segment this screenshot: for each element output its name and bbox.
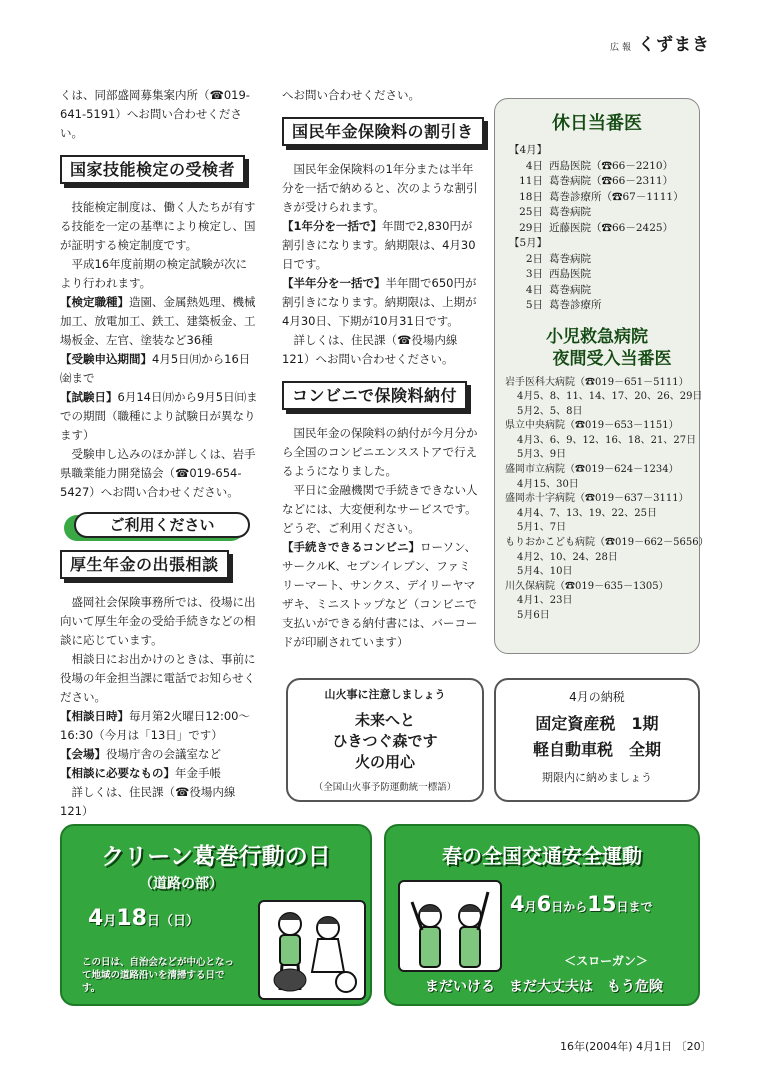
- duty-row: [509, 283, 699, 299]
- kyujitsu-list: [509, 143, 699, 314]
- clean-subtitle: （道路の部）: [139, 876, 223, 892]
- footer-page: 〔20〕: [675, 1040, 712, 1053]
- traffic-panel: [384, 824, 700, 1006]
- kentei-p2: 平成16年度前期の検定試験が次により行われます。: [60, 257, 248, 290]
- kousei-item-1: 【相談日時】毎月第2火曜日12:00〜16:30（今月は「13日」です）: [60, 709, 250, 742]
- fire-line-3: 火の用心: [354, 753, 415, 771]
- hospital-dates: 5月1、7日: [517, 522, 567, 534]
- kousei-item-2: 【会場】役場庁舎の会議室など: [60, 747, 221, 761]
- hospital-name: 川久保病院（☎019－635－1305）: [505, 580, 669, 592]
- clean-date: 4月18日（日）: [88, 906, 199, 931]
- goriyou-label: ご利用ください: [74, 512, 250, 538]
- kyujitsu-may-label: 【5月】: [509, 237, 548, 249]
- conbini-item-1: 【手続きできるコンビニ】ローソン、サークルK、セブンイレブン、ファミリーマート、サンクス、デイリーヤマザキ、ミニストップなど（コンビニで支払いができる納付書には、バーコードが印刷されています）: [282, 540, 478, 649]
- masthead: [610, 30, 710, 55]
- hospital-dates: 4月15、30日: [517, 478, 579, 490]
- hospital-name: 県立中央病院（☎019－653－1151）: [505, 420, 679, 432]
- masthead-title: くずまき: [638, 35, 711, 55]
- duty-row: [509, 252, 699, 268]
- fire-footer: （全国山火事予防運動統一標語）: [313, 782, 457, 793]
- kentei-p3: 受験申し込みのほか詳しくは、岩手県職業能力開発協会（☎019-654-5427）へお問い合わせください。: [60, 447, 256, 499]
- kyujitsu-title: 休日当番医: [552, 113, 642, 134]
- duty-day: 4日: [525, 283, 543, 296]
- left-intro: くは、同部盛岡募集案内所（☎019-641-5191）へお問い合わせください。: [60, 88, 250, 140]
- hospital-dates: 4月3、6、9、12、16、18、21、27日: [517, 434, 697, 446]
- tax-box: [494, 678, 700, 802]
- hospital-name: もりおかこども病院（☎019－662－5656）: [505, 537, 709, 549]
- kentei-heading: 国家技能検定の受検者: [60, 155, 245, 184]
- duty-clinic: 葛巻診療所（☎67－1111）: [549, 190, 684, 203]
- hospital-dates: 4月4、7、13、19、22、25日: [517, 507, 657, 519]
- duty-day: 5日: [525, 299, 543, 311]
- page-footer: [560, 1038, 712, 1054]
- duty-clinic: 葛巻病院: [549, 252, 591, 265]
- kentei-p1: 技能検定制度は、働く人たちが有する技能を一定の基準により検定し、国が証明する検定制度です。: [60, 200, 256, 252]
- clean-illustration: [258, 900, 366, 1000]
- kentei-item-1: 【検定職種】造園、金属熱処理、機械加工、放電加工、鉄工、建築板金、工場板金、左官、塗装など36種: [60, 295, 256, 347]
- masthead-small: 広報: [610, 43, 635, 53]
- mid-intro: へお問い合わせください。: [282, 88, 420, 102]
- duty-row: [509, 159, 699, 175]
- left-column: [60, 86, 258, 821]
- duty-clinic: 葛巻病院: [549, 206, 591, 218]
- kyujitsu-april-label: 【4月】: [509, 144, 548, 156]
- hospital-name: 岩手医科大病院（☎019－651－5111）: [505, 376, 689, 388]
- waribiki-item-1: 【1年分を一括で】年間で2,830円が割引きになります。納期限は、4月30日です。: [282, 219, 476, 271]
- duty-clinic: 西島医院: [549, 268, 591, 280]
- duty-day: 4日: [525, 159, 543, 172]
- duty-row: [509, 267, 699, 283]
- waribiki-item-2: 【半年分を一括で】半年間で650円が割引きになります。納期限は、上期が4月30日、下期が10月31日です。: [282, 276, 477, 328]
- waribiki-heading: 国民年金保険料の割引き: [282, 117, 484, 146]
- traffic-slogan: まだいける まだ大丈夫は もう危険: [425, 979, 663, 995]
- goriyou-banner: [60, 512, 258, 544]
- tax-line-2: 軽自動車税 全期: [532, 740, 661, 759]
- duty-row: [509, 221, 699, 237]
- hospital-name: 盛岡市立病院（☎019－624－1234）: [505, 464, 679, 476]
- duty-row: [509, 174, 699, 190]
- kentei-item-3: 【試験日】6月14日㈪から9月5日㈰までの期間（職種により試験日が異なります）: [60, 390, 258, 442]
- shoni-title: [495, 326, 699, 370]
- kousei-heading: 厚生年金の出張相談: [60, 550, 229, 579]
- fire-box: [286, 678, 484, 802]
- duty-day: 18日: [519, 190, 543, 203]
- hospital-dates: 4月5、8、11、14、17、20、26、29日: [517, 391, 703, 403]
- clean-title: クリーン葛巻行動の日: [101, 844, 331, 870]
- traffic-illustration: [398, 880, 502, 972]
- duty-clinic: 近藤医院（☎66－2425）: [549, 221, 674, 234]
- duty-sidebar: [494, 98, 709, 654]
- shoni-list: [505, 376, 709, 624]
- fire-line-2: ひきつぐ森です: [332, 732, 438, 750]
- kousei-p3: 詳しくは、住民課（☎役場内線121）: [60, 785, 236, 818]
- hospital-dates: 5月4、10日: [517, 566, 573, 578]
- traffic-title: 春の全国交通安全運動: [442, 844, 642, 868]
- traffic-dates: 4月6日から15日まで: [510, 892, 653, 916]
- duty-row: [509, 190, 699, 206]
- tax-title: 4月の納税: [569, 690, 625, 704]
- conbini-p1: 国民年金の保険料の納付が今月分から全国のコンビニエンスストアで行えるようになりました。: [282, 426, 478, 478]
- duty-day: 29日: [519, 221, 543, 234]
- kousei-p1: 盛岡社会保険事務所では、役場に出向いて厚生年金の受給手続きなどの相談に応じています。: [60, 595, 256, 647]
- hospital-name: 盛岡赤十字病院（☎019－637－3111）: [505, 493, 689, 505]
- duty-clinic: 葛巻診療所: [549, 299, 602, 311]
- duty-day: 25日: [519, 206, 543, 218]
- waribiki-p1: 国民年金保険料の1年分または半年分を一括で納めると、次のような割引きが受けられます。: [282, 162, 478, 214]
- clean-panel: [60, 824, 372, 1006]
- shoni-title-1: 小児救急病院: [546, 326, 648, 347]
- duty-clinic: 葛巻病院（☎66－2311）: [549, 175, 674, 187]
- fire-line-1: 未来へと: [354, 711, 415, 729]
- footer-date: 16年(2004年) 4月1日: [560, 1040, 673, 1053]
- hospital-dates: 5月3、9日: [517, 449, 567, 461]
- kousei-p2: 相談日にお出かけのときは、事前に役場の年金担当課に電話でお知らせください。: [60, 652, 256, 704]
- traffic-slogan-label: ＜スローガン＞: [564, 954, 648, 968]
- duty-row: [509, 205, 699, 221]
- tax-line-1: 固定資産税 1期: [535, 714, 659, 733]
- kousei-item-3: 【相談に必要なもの】年金手帳: [60, 766, 221, 780]
- tax-footer: 期限内に納めましょう: [542, 771, 652, 784]
- duty-clinic: 西島医院（☎66－2210）: [549, 159, 674, 172]
- kentei-item-2: 【受験申込期間】4月5日㈪から16日㈮まで: [60, 352, 251, 385]
- duty-row: [509, 298, 699, 314]
- duty-day: 2日: [525, 252, 543, 265]
- shoni-title-2: 夜間受入当番医: [552, 348, 672, 369]
- hospital-dates: 4月1、23日: [517, 595, 573, 607]
- hospital-dates: 5月6日: [517, 610, 550, 621]
- conbini-heading: コンビニで保険料納付: [282, 381, 467, 410]
- hospital-dates: 4月2、10、24、28日: [517, 551, 618, 563]
- duty-clinic: 葛巻病院: [549, 283, 591, 296]
- hospital-dates: 5月2、5、8日: [517, 405, 583, 417]
- waribiki-p2: 詳しくは、住民課（☎役場内線121）へお問い合わせください。: [282, 333, 458, 366]
- duty-day: 3日: [525, 268, 543, 280]
- clean-note: この日は、自治会などが中心となって地域の道路沿いを清掃する日です。: [82, 957, 235, 994]
- conbini-p2: 平日に金融機関で手続きできない人などには、大変便利なサービスです。どうぞ、ご利用ください。: [282, 483, 478, 535]
- duty-day: 11日: [519, 175, 543, 187]
- fire-title: 山火事に注意しましょう: [324, 688, 446, 701]
- middle-column: [282, 86, 482, 652]
